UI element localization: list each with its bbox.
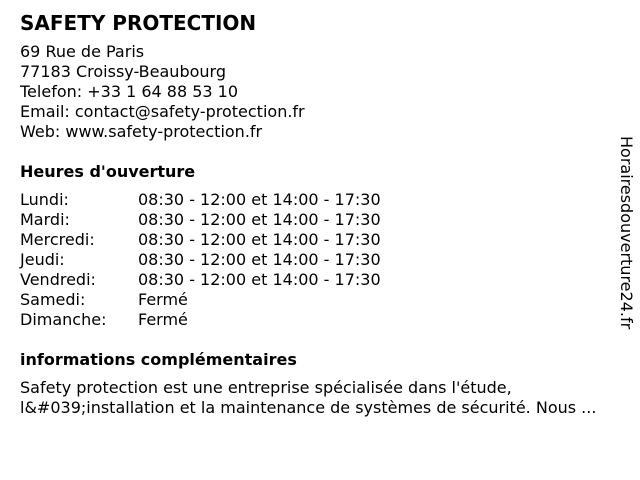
hours-row-vendredi [20,270,620,290]
hours-row-lundi [20,190,620,210]
address-city: 77183 Croissy-Beaubourg [20,62,226,81]
hours-time: Fermé [138,310,188,329]
hours-row-jeudi [20,250,620,270]
hours-time: 08:30 - 12:00 et 14:00 - 17:30 [138,210,381,229]
hours-time: 08:30 - 12:00 et 14:00 - 17:30 [138,250,381,269]
info-description: Safety protection est une entreprise spécialisée dans l'étude, l&#039;installation et la maintenance de systèmes de sécurité. Nous ... [20,378,597,417]
hours-time: 08:30 - 12:00 et 14:00 - 17:30 [138,190,381,209]
web-line: Web: www.safety-protection.fr [20,122,263,141]
address-street: 69 Rue de Paris [20,42,145,61]
hours-row-mercredi [20,230,620,250]
hours-day: Jeudi: [20,250,65,269]
hours-day: Dimanche: [20,310,107,329]
info-heading: informations complémentaires [20,350,297,369]
hours-day: Vendredi: [20,270,96,289]
company-name: SAFETY PROTECTION [20,11,257,35]
hours-time: 08:30 - 12:00 et 14:00 - 17:30 [138,270,381,289]
hours-table [20,190,620,330]
hours-time: 08:30 - 12:00 et 14:00 - 17:30 [138,230,381,249]
hours-row-dimanche [20,310,620,330]
email-line: Email: contact@safety-protection.fr [20,102,305,121]
hours-time: Fermé [138,290,188,309]
site-watermark: Horairesdouverture24.fr [617,136,636,330]
phone-line: Telefon: +33 1 64 88 53 10 [20,82,239,101]
hours-day: Samedi: [20,290,86,309]
company-card [20,10,620,418]
hours-day: Mercredi: [20,230,95,249]
hours-heading: Heures d'ouverture [20,162,196,181]
hours-row-samedi [20,290,620,310]
hours-day: Mardi: [20,210,70,229]
hours-day: Lundi: [20,190,69,209]
hours-row-mardi [20,210,620,230]
